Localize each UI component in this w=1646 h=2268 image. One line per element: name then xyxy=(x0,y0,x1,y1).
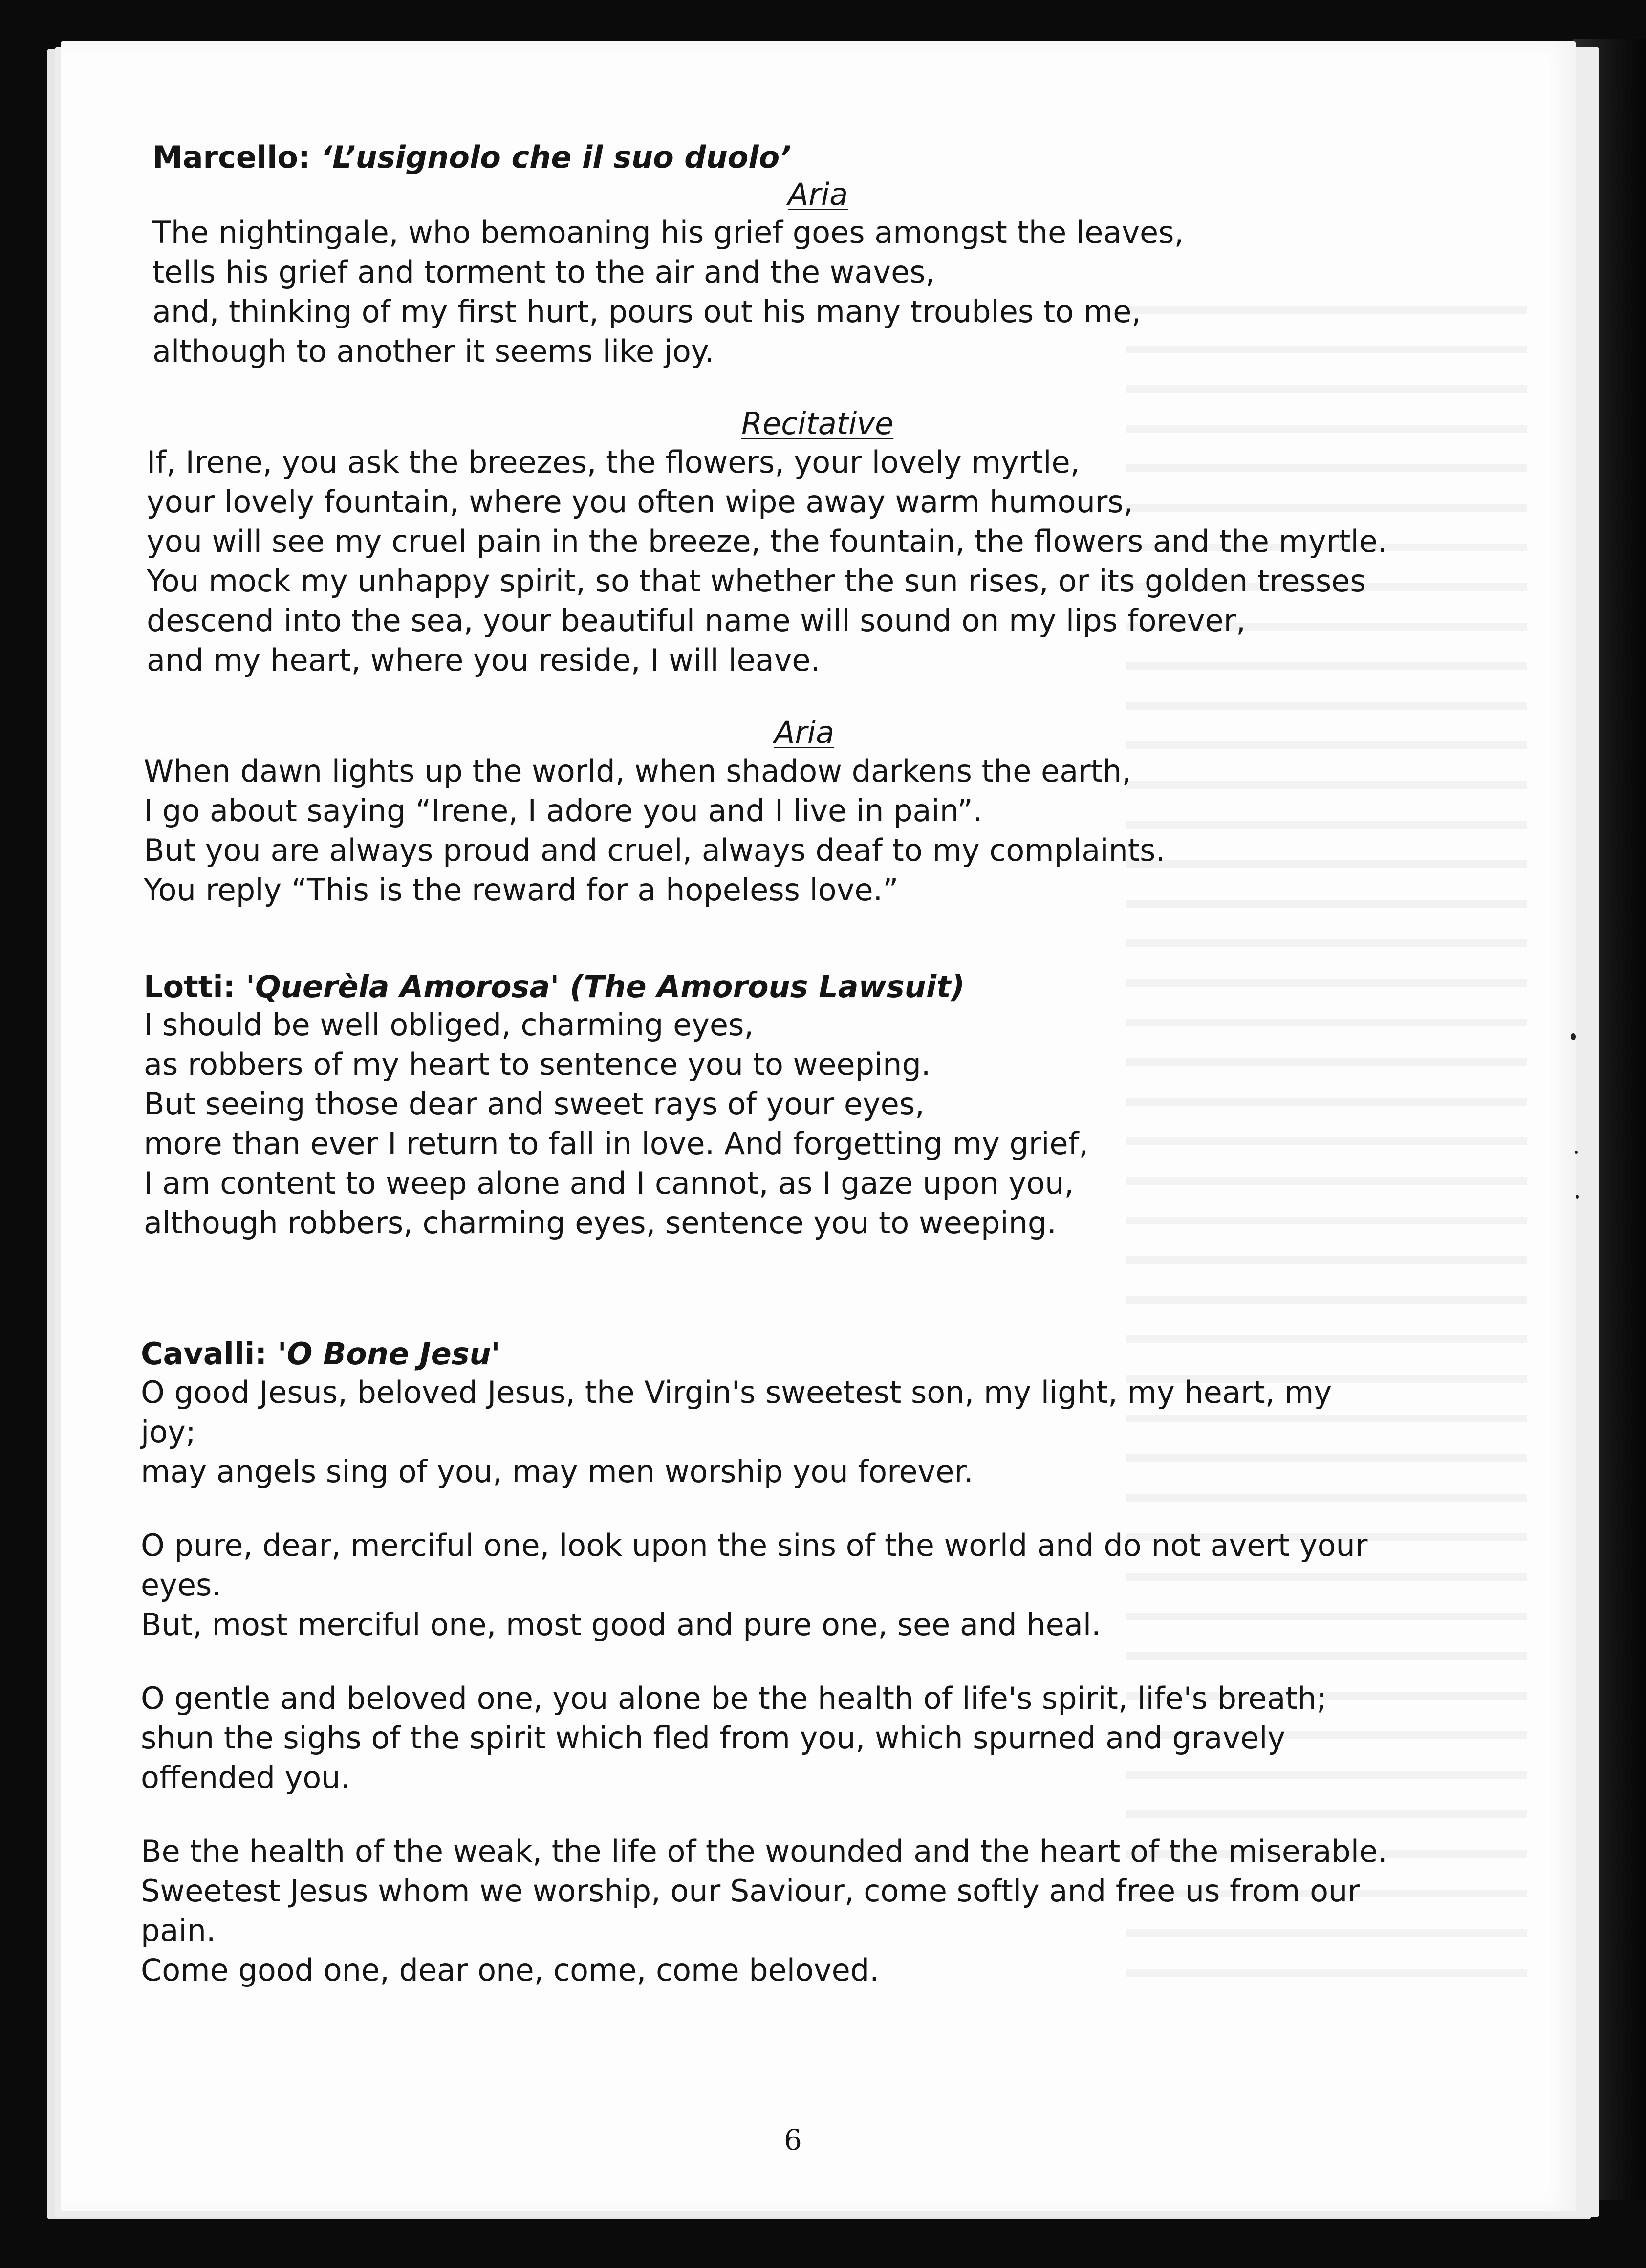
translation-text xyxy=(141,139,1541,1990)
recitative-label: Recitative xyxy=(741,406,894,442)
paper-speck xyxy=(1575,1151,1578,1154)
verse-line: you will see my cruel pain in the breeze, the fountain, the flowers and the myrtle. xyxy=(147,523,1387,559)
aria-second xyxy=(144,714,1541,910)
verse-line: Be the health of the weak, the life of the wounded and the heart of the miserable. xyxy=(141,1833,1387,1869)
verse-line: Come good one, dear one, come, come beloved. xyxy=(141,1952,879,1988)
verse-line: If, Irene, you ask the breezes, the flowers, your lovely myrtle, xyxy=(147,444,1080,480)
work-title: 'O Bone Jesu' xyxy=(277,1336,500,1372)
composer-name: Marcello: xyxy=(152,139,310,175)
verse-line: Sweetest Jesus whom we worship, our Saviour, come softly and free us from our xyxy=(141,1873,1360,1909)
spacer xyxy=(144,910,1541,968)
verse-line: eyes. xyxy=(141,1567,221,1603)
verse-line: The nightingale, who bemoaning his grief goes amongst the leaves, xyxy=(152,215,1184,251)
work-title: ‘L’usignolo che il suo duolo’ xyxy=(321,139,791,175)
stanza xyxy=(141,1526,1541,1644)
spacer xyxy=(144,680,1541,714)
section-marcello xyxy=(152,139,1541,442)
verse-line: tells his grief and torment to the air and the waves, xyxy=(152,254,935,290)
verse-line: But seeing those dear and sweet rays of your eyes, xyxy=(144,1086,925,1122)
composer-name: Lotti: xyxy=(144,968,236,1004)
paper-speck xyxy=(1576,1195,1579,1199)
spacer xyxy=(141,1797,1541,1832)
verse-line: and, thinking of my first hurt, pours out his many troubles to me, xyxy=(152,294,1142,330)
verse-line: I am content to weep alone and I cannot, as I gaze upon you, xyxy=(144,1165,1074,1201)
section-heading xyxy=(144,968,1541,1005)
spacer xyxy=(141,1644,1541,1679)
verse-line: O good Jesus, beloved Jesus, the Virgin's sweetest son, my light, my heart, my xyxy=(141,1374,1332,1410)
composer-name: Cavalli: xyxy=(141,1336,267,1372)
verse-line: although to another it seems like joy. xyxy=(152,333,715,370)
work-title: 'Querèla Amorosa' (The Amorous Lawsuit) xyxy=(246,968,965,1004)
verse-line: But, most merciful one, most good and pure one, see and heal. xyxy=(141,1606,1101,1642)
spacer xyxy=(144,1243,1541,1335)
section-cavalli xyxy=(141,1335,1541,1990)
verse-line: your lovely fountain, where you often wipe away warm humours, xyxy=(147,483,1133,520)
verse-line: I should be well obliged, charming eyes, xyxy=(144,1007,754,1043)
paper-speck xyxy=(1571,1033,1576,1040)
booklet-page xyxy=(61,41,1576,2211)
verse-line: more than ever I return to fall in love. And forgetting my grief, xyxy=(144,1126,1089,1162)
verse-line: I go about saying “Irene, I adore you and I live in pain”. xyxy=(144,792,983,829)
stanza xyxy=(141,1679,1541,1797)
verse-line: When dawn lights up the world, when shadow darkens the earth, xyxy=(144,753,1131,789)
verse-line: and my heart, where you reside, I will leave. xyxy=(147,642,821,678)
verse-line: But you are always proud and cruel, always deaf to my complaints. xyxy=(144,832,1166,868)
verse-line: You mock my unhappy spirit, so that whether the sun rises, or its golden tresses xyxy=(147,563,1366,599)
section-heading xyxy=(141,1335,1541,1373)
verse-line: joy; xyxy=(141,1414,196,1450)
aria-text xyxy=(152,213,1541,371)
verse-line: pain. xyxy=(141,1912,216,1948)
verse-line: O gentle and beloved one, you alone be the health of life's spirit, life's breath; xyxy=(141,1680,1327,1716)
stanza xyxy=(141,1373,1541,1491)
section-heading xyxy=(152,139,1541,176)
verse-line: descend into the sea, your beautiful name will sound on my lips forever, xyxy=(147,602,1246,638)
recitative-text xyxy=(147,442,1541,680)
page-number: 6 xyxy=(784,2123,802,2157)
verse-line: as robbers of my heart to sentence you to weeping. xyxy=(144,1047,931,1083)
spacer xyxy=(141,1491,1541,1526)
verse-line: shun the sighs of the spirit which fled from you, which spurned and gravely xyxy=(141,1720,1286,1756)
verse-line: may angels sing of you, may men worship you forever. xyxy=(141,1453,974,1489)
aria-label: Aria xyxy=(774,714,835,750)
stanza xyxy=(141,1832,1541,1990)
verse-line: O pure, dear, merciful one, look upon the sins of the world and do not avert your xyxy=(141,1527,1368,1563)
section-lotti xyxy=(144,968,1541,1243)
verse-line: although robbers, charming eyes, sentence you to weeping. xyxy=(144,1205,1057,1241)
verse-line: offended you. xyxy=(141,1759,350,1795)
aria-label: Aria xyxy=(788,176,848,212)
verse-line: You reply “This is the reward for a hopeless love.” xyxy=(144,872,899,908)
spacer xyxy=(152,371,1541,405)
